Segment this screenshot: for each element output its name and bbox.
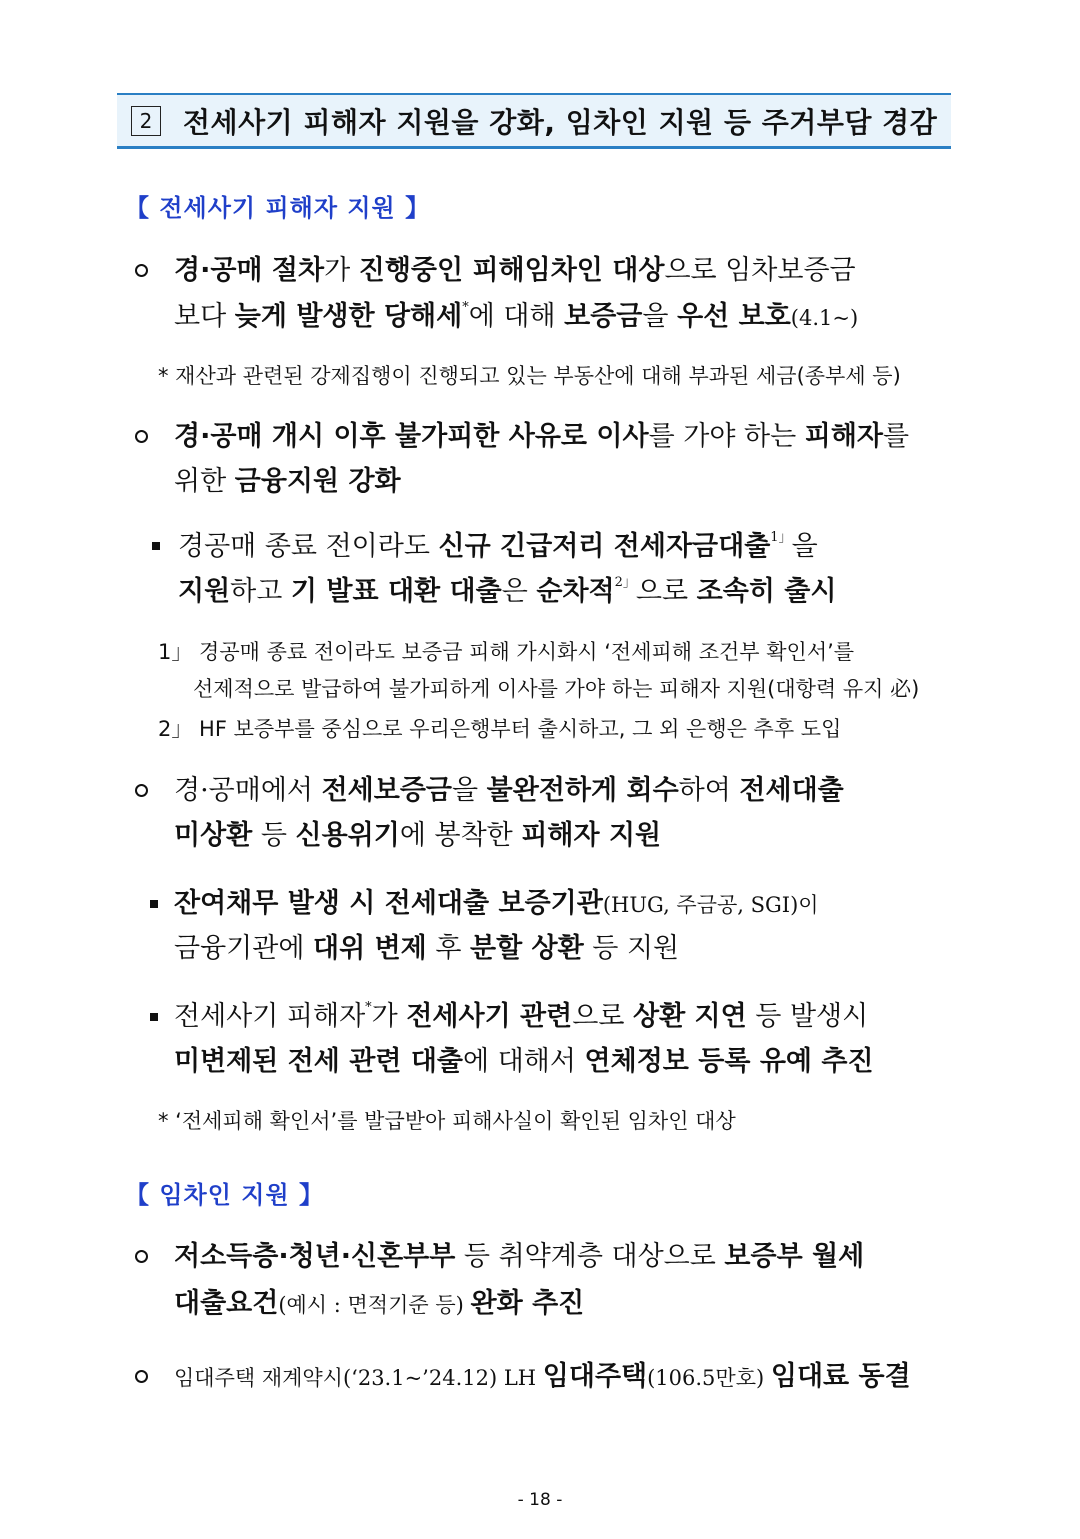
item2-sub-line2: 지원하고 기 발표 대환 대출은 순차적$^{2」}$으로 조속히 출시 bbox=[178, 575, 837, 607]
circle-bullet-icon bbox=[135, 1370, 148, 1383]
footnote-2: 2」 HF 보증부를 중심으로 우리은행부터 출시하고, 그 외 은행은 추후 도입 bbox=[158, 717, 842, 741]
item3-line1: 경·공매에서 전세보증금을 불완전하게 회수하여 전세대출 bbox=[174, 775, 844, 806]
item4-line1: 저소득층·청년·신혼부부 등 취약계층 대상으로 보증부 월세 bbox=[174, 1241, 865, 1272]
item3-sub2-line2: 미변제된 전세 관련 대출에 대해서 연체정보 등록 유예 추진 bbox=[174, 1046, 874, 1077]
item1-line1: 경·공매 절차가 진행중인 피해임차인 대상으로 임차보증금 bbox=[174, 255, 856, 286]
item3-line2: 미상환 등 신용위기에 봉착한 피해자 지원 bbox=[174, 820, 662, 851]
item3-sub2-line1: 전세사기 피해자*가 전세사기 관련으로 상환 지연 등 발생시 bbox=[174, 1000, 869, 1032]
section-header bbox=[117, 93, 951, 149]
item3-sub1-line2: 금융기관에 대위 변제 후 분할 상환 등 지원 bbox=[174, 933, 680, 964]
item4-line2: 대출요건(예시 : 면적기준 등) 완화 추진 bbox=[174, 1288, 585, 1319]
item1-line2: 보다 늦게 발생한 당해세*에 대해 보증금을 우선 보호(4.1~) bbox=[174, 300, 859, 332]
tenant-support-header: 【 임차인 지원 】 bbox=[125, 1181, 324, 1209]
circle-bullet-icon bbox=[135, 784, 148, 797]
square-bullet-icon bbox=[152, 542, 160, 550]
item1-note: * 재산과 관련된 강제집행이 진행되고 있는 부동산에 대해 부과된 세금(종부세 등) bbox=[158, 364, 901, 388]
item3-sub2-note: * ‘전세피해 확인서’를 발급받아 피해사실이 확인된 임차인 대상 bbox=[158, 1109, 736, 1133]
item5-line1: 임대주택 재계약시(‘23.1~’24.12) LH 임대주택(106.5만호) 임대료 동결 bbox=[174, 1361, 911, 1392]
square-bullet-icon bbox=[150, 1013, 158, 1021]
item3-sub1-line1: 잔여채무 발생 시 전세대출 보증기관(HUG, 주금공, SGI)이 bbox=[174, 888, 819, 919]
item2-line1: 경·공매 개시 이후 불가피한 사유로 이사를 가야 하는 피해자를 bbox=[174, 421, 910, 452]
square-bullet-icon bbox=[150, 900, 158, 908]
footnote-1-line2: 선제적으로 발급하여 불가피하게 이사를 가야 하는 피해자 지원(대항력 유지 必) bbox=[193, 677, 920, 701]
circle-bullet-icon bbox=[135, 1250, 148, 1263]
footnote-1-line1: 1」 경공매 종료 전이라도 보증금 피해 가시화시 ‘전세피해 조건부 확인서’를 bbox=[158, 640, 855, 664]
circle-bullet-icon bbox=[135, 264, 148, 277]
section-number: 2 bbox=[131, 106, 161, 136]
page-number: - 18 - bbox=[517, 1490, 563, 1510]
section-title: 전세사기 피해자 지원을 강화, 임차인 지원 등 주거부담 경감 bbox=[183, 105, 938, 139]
item2-sub-line1: 경공매 종료 전이라도 신규 긴급저리 전세자금대출$^{1」}$을 bbox=[178, 530, 818, 562]
item2-line2: 위한 금융지원 강화 bbox=[174, 466, 401, 497]
victim-support-header: 【 전세사기 피해자 지원 】 bbox=[125, 194, 431, 222]
circle-bullet-icon bbox=[135, 430, 148, 443]
